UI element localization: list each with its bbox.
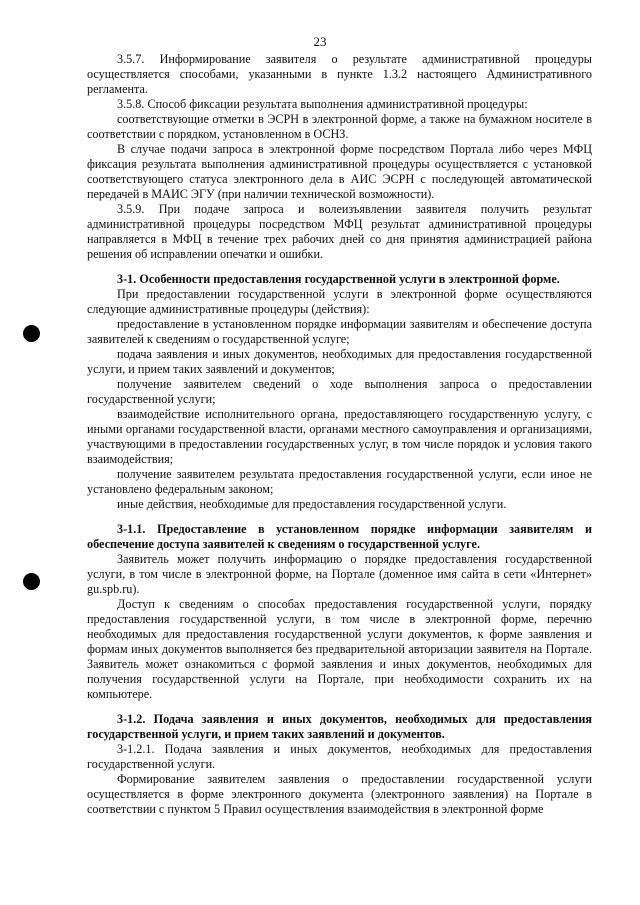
paragraph: иные действия, необходимые для предоставления государственной услуги. — [117, 497, 507, 511]
paragraph-3-5-8: 3.5.8. Способ фиксации результата выполнения административной процедуры: — [117, 97, 528, 111]
paragraph-3-5-9: 3.5.9. При подаче запроса и волеизъявлении заявителя получить результат административной процедуры посредством МФЦ результат административной процедуры направляется в МФЦ в течение трех рабочих дней со дня принятия администрацией района решения об исправлении опечатки и ошибки. — [87, 202, 592, 261]
paragraph: предоставление в установленном порядке информации заявителям и обеспечение доступа заявителей к сведениям о государственной услуге; — [87, 317, 592, 346]
paragraph: подача заявления и иных документов, необходимых для предоставления государственной услуги, и прием таких заявлений и документов; — [87, 347, 592, 376]
paragraph: Доступ к сведениям о способах предоставления государственной услуги, порядку предоставления государственной услуги, в том числе в электронной форме, перечню необходимых для предоставления государственной услуги документов, к форме заявления и формам иных документов выполняется без предварительной авторизации заявителя на Портале. Заявитель может ознакомиться с формой заявления и иных документов, необходимых для получения государственной услуги на Портале, при необходимости сохранить их на компьютере. — [87, 597, 592, 701]
paragraph: При предоставлении государственной услуги в электронной форме осуществляются следующие административные процедуры (действия): — [87, 287, 592, 316]
paragraph: Заявитель может получить информацию о порядке предоставления государственной услуги, в том числе в электронной форме, на Портале (доменное имя сайта в сети «Интернет» gu.spb.ru). — [87, 552, 592, 596]
document-body — [87, 52, 592, 817]
paragraph-3-5-7: 3.5.7. Информирование заявителя о результате административной процедуры осуществляется способами, указанными в пункте 1.3.2 настоящего Административного регламента. — [87, 52, 592, 96]
paragraph: 3-1.2.1. Подача заявления и иных документов, необходимых для предоставления государственной услуги. — [87, 742, 592, 771]
section-heading-3-1-1: 3-1.1. Предоставление в установленном порядке информации заявителям и обеспечение доступа заявителей к сведениям о государственной услуге. — [87, 522, 592, 551]
binder-hole-top — [23, 325, 40, 342]
spacer — [87, 512, 592, 522]
binder-hole-bottom — [23, 573, 40, 590]
section-heading-3-1-2: 3-1.2. Подача заявления и иных документов, необходимых для предоставления государственной услуги, и прием таких заявлений и документов. — [87, 712, 592, 741]
spacer — [87, 702, 592, 712]
paragraph: взаимодействие исполнительного органа, предоставляющего государственную услугу, с иными органами государственной власти, органами местного самоуправления и организациями, участвующими в предоставлении государственных услуг, в том числе порядок и условия такого взаимодействия; — [87, 407, 592, 466]
paragraph: Формирование заявителем заявления о предоставлении государственной услуги осуществляется в форме электронного документа (электронного заявления) на Портале в соответствии с пунктом 5 Правил осуществления взаимодействия в электронной форме — [87, 772, 592, 816]
paragraph-3-5-8-marks: соответствующие отметки в ЭСРН в электронной форме, а также на бумажном носителе в соответствии с порядком, установленном в ОСНЗ. — [87, 112, 592, 141]
paragraph: получение заявителем сведений о ходе выполнения запроса о предоставлении государственной услуги; — [87, 377, 592, 406]
page-number: 23 — [313, 34, 327, 49]
paragraph-3-5-8-portal: В случае подачи запроса в электронной форме посредством Портала либо через МФЦ фиксация результата выполнения административной процедуры осуществляется с установкой соответствующего статуса электронного дела в АИС ЭСРН с последующей автоматической передачей в МАИС ЭГУ (при наличии технической возможности). — [87, 142, 592, 201]
spacer — [87, 262, 592, 272]
paragraph: получение заявителем результата предоставления государственной услуги, если иное не установлено федеральным законом; — [87, 467, 592, 496]
section-heading-3-1: 3-1. Особенности предоставления государственной услуги в электронной форме. — [117, 272, 560, 286]
